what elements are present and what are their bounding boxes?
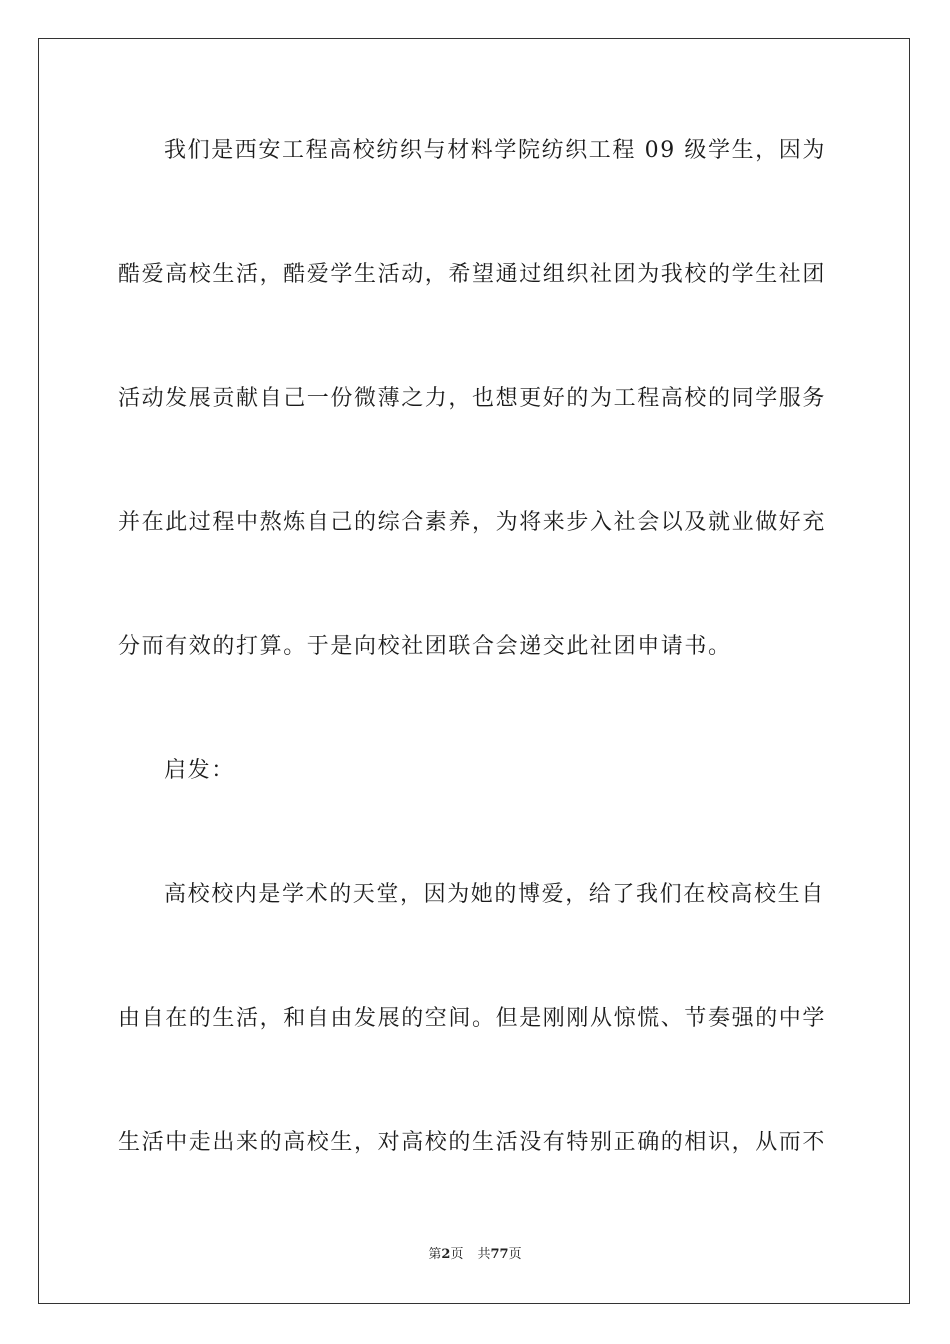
section-heading-inspiration: 启发： — [164, 758, 235, 783]
page-number: 2 — [441, 1247, 451, 1262]
total-pages: 77 — [490, 1247, 509, 1262]
page-label-suffix: 页 — [450, 1247, 464, 1262]
page-label-prefix: 第 — [428, 1247, 442, 1262]
page-border — [38, 38, 910, 1304]
paragraph-line-5: 分而有效的打算。于是向校社团联合会递交此社团申请书。 — [118, 634, 732, 659]
paragraph-line-7: 高校校内是学术的天堂，因为她的博爱，给了我们在校高校生自 — [164, 882, 825, 907]
paragraph-line-3: 活动发展贡献自己一份微薄之力，也想更好的为工程高校的同学服务 — [118, 386, 827, 411]
paragraph-line-1: 我们是西安工程高校纺织与材料学院纺织工程 09 级学生，因为 — [164, 138, 826, 163]
total-label-prefix: 共 — [477, 1247, 491, 1262]
paragraph-line-9: 生活中走出来的高校生，对高校的生活没有特别正确的相识，从而不 — [118, 1130, 827, 1155]
page-footer — [0, 1246, 950, 1264]
paragraph-line-8: 由自在的生活，和自由发展的空间。但是刚刚从惊慌、节奏强的中学 — [118, 1006, 827, 1031]
total-label-suffix: 页 — [508, 1247, 522, 1262]
paragraph-line-2: 酷爱高校生活，酷爱学生活动，希望通过组织社团为我校的学生社团 — [118, 262, 827, 287]
paragraph-line-4: 并在此过程中熬炼自己的综合素养，为将来步入社会以及就业做好充 — [118, 510, 827, 535]
